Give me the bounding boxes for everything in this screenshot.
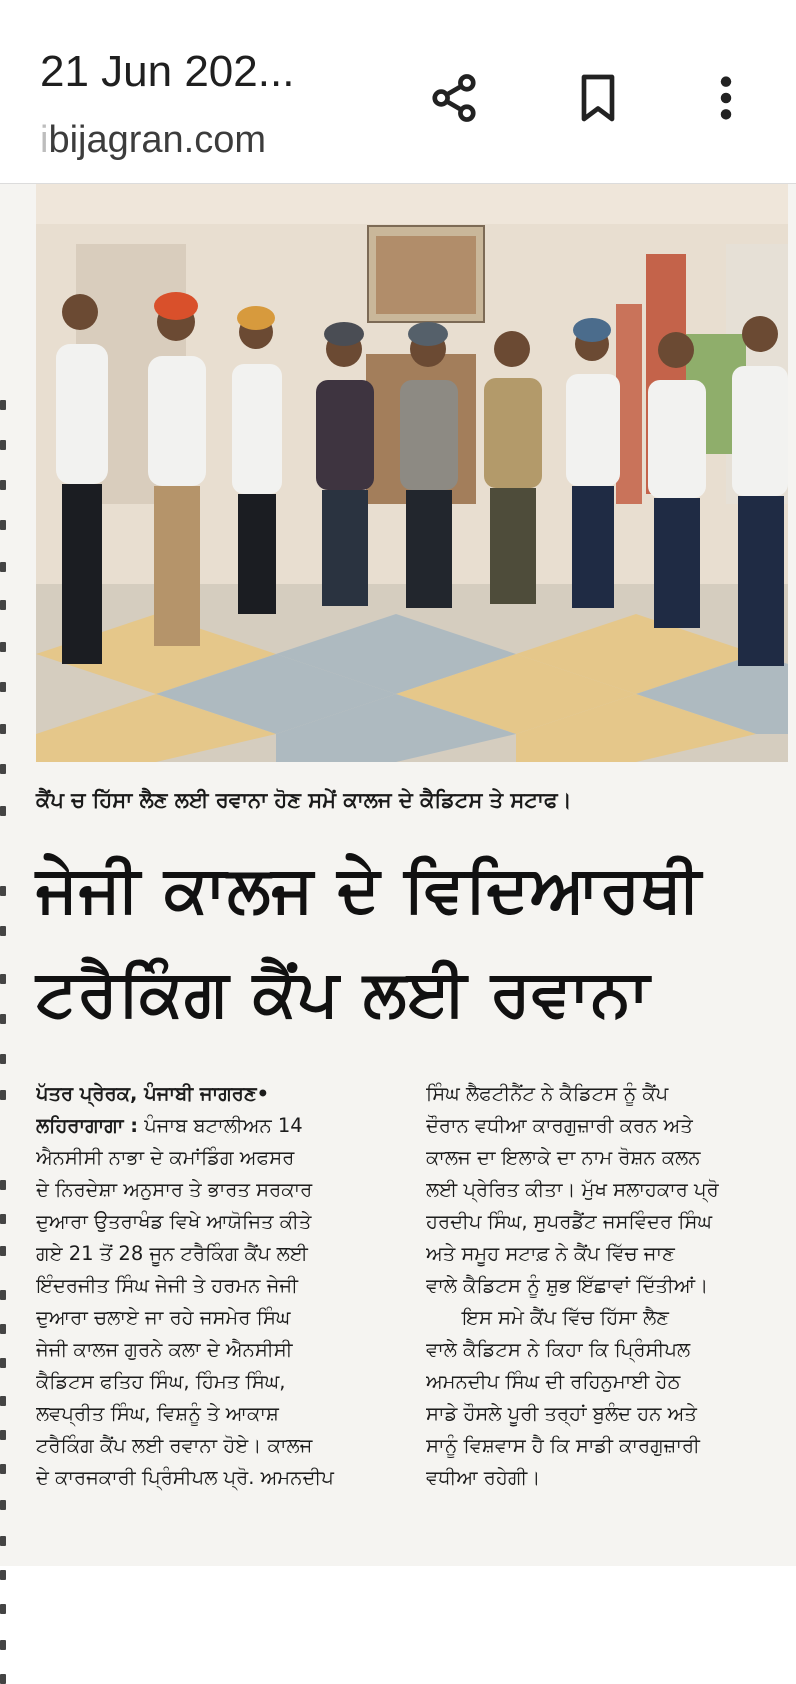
group-photo-illustration: [36, 184, 788, 762]
body-line: ਲਈ ਪ੍ਰੇਰਿਤ ਕੀਤਾ। ਮੁੱਖ ਸਲਾਹਕਾਰ ਪ੍ਰੋ: [426, 1178, 719, 1201]
body-line: ਦੁਆਰਾ ਉਤਰਾਖੰਡ ਵਿਖੇ ਆਯੋਜਿਤ ਕੀਤੇ: [36, 1210, 312, 1233]
byline: ਪੱਤਰ ਪ੍ਰੇਰਕ, ਪੰਜਾਬੀ ਜਾਗਰਣ•: [36, 1082, 270, 1105]
body-line: ਵਧੀਆ ਰਹੇਗੀ।: [426, 1466, 541, 1489]
body-line: ਇੰਦਰਜੀਤ ਸਿੰਘ ਜੇਜੀ ਤੇ ਹਰਮਨ ਜੇਜੀ: [36, 1274, 299, 1297]
bookmark-button[interactable]: [566, 66, 630, 130]
body-line: ਅਤੇ ਸਮੂਹ ਸਟਾਫ਼ ਨੇ ਕੈਂਪ ਵਿੱਚ ਜਾਣ: [426, 1242, 675, 1265]
body-line: ਹਰਦੀਪ ਸਿੰਘ, ਸੁਪਰਡੈਂਟ ਜਸਵਿੰਦਰ ਸਿੰਘ: [426, 1210, 712, 1233]
adjacent-column-fragment: [0, 190, 10, 1560]
body-line: ਦੁਆਰਾ ਚਲਾਏ ਜਾ ਰਹੇ ਜਸਮੇਰ ਸਿੰਘ: [36, 1306, 291, 1329]
more-vert-icon: [698, 70, 754, 126]
body-line: ਲਵਪ੍ਰੀਤ ਸਿੰਘ, ਵਿਸ਼ਨੂੰ ਤੇ ਆਕਾਸ਼: [36, 1402, 279, 1425]
dateline: ਲਹਿਰਾਗਾਗਾ :: [36, 1114, 138, 1137]
article-column-left: [36, 1078, 398, 1494]
body-line: ਵਾਲੇ ਕੈਡਿਟਸ ਨੂੰ ਸ਼ੁਭ ਇੱਛਾਵਾਂ ਦਿੱਤੀਆਂ।: [426, 1274, 709, 1297]
body-line: ਐਨਸੀਸੀ ਨਾਭਾ ਦੇ ਕਮਾਂਡਿੰਗ ਅਫਸਰ: [36, 1146, 295, 1169]
body-line: ਪੰਜਾਬ ਬਟਾਲੀਅਨ 14: [138, 1114, 303, 1137]
body-line: ਵਾਲੇ ਕੈਡਿਟਸ ਨੇ ਕਿਹਾ ਕਿ ਪ੍ਰਿੰਸੀਪਲ: [426, 1338, 691, 1361]
photo-caption: ਕੈਂਪ ਚ ਹਿੱਸਾ ਲੈਣ ਲਈ ਰਵਾਨਾ ਹੋਣ ਸਮੇਂ ਕਾਲਜ ਦੇ ਕੈਡਿਟਸ ਤੇ ਸਟਾਫ।: [36, 788, 572, 812]
body-line: ਦੇ ਕਾਰਜਕਾਰੀ ਪ੍ਰਿੰਸੀਪਲ ਪ੍ਰੋ. ਅਮਨਦੀਪ: [36, 1466, 334, 1489]
headline-line-1: ਜੇਜੀ ਕਾਲਜ ਦੇ ਵਿਦਿਆਰਥੀ: [36, 853, 702, 927]
more-options-button[interactable]: [694, 66, 758, 130]
source-domain-text: bijagran.com: [48, 119, 267, 161]
share-button[interactable]: [422, 66, 486, 130]
dateline-line: [36, 1110, 398, 1142]
bookmark-icon: [570, 70, 626, 126]
top-app-bar: [0, 0, 796, 184]
body-line: ਦੇ ਨਿਰਦੇਸ਼ਾ ਅਨੁਸਾਰ ਤੇ ਭਾਰਤ ਸਰਕਾਰ: [36, 1178, 313, 1201]
article-photo: [36, 184, 788, 762]
article-column-right: [426, 1078, 788, 1494]
person-figure: [56, 294, 108, 664]
headline: [36, 838, 788, 1046]
body-line: ਦੌਰਾਨ ਵਧੀਆ ਕਾਰਗੁਜ਼ਾਰੀ ਕਰਨ ਅਤੇ: [426, 1114, 693, 1137]
body-line: ਇਸ ਸਮੇ ਕੈਂਪ ਵਿੱਚ ਹਿੱਸਾ ਲੈਣ: [462, 1306, 669, 1329]
source-domain-faded: i: [40, 119, 49, 161]
body-line: ਸਾਡੇ ਹੌਸਲੇ ਪੂਰੀ ਤਰ੍ਹਾਂ ਬੁਲੰਦ ਹਨ ਅਤੇ: [426, 1402, 697, 1425]
body-line: ਜੇਜੀ ਕਾਲਜ ਗੁਰਨੇ ਕਲਾ ਦੇ ਐਨਸੀਸੀ: [36, 1338, 293, 1361]
body-line: ਕੈਡਿਟਸ ਫਤਿਹ ਸਿੰਘ, ਹਿੰਮਤ ਸਿੰਘ,: [36, 1370, 286, 1393]
body-line: ਟਰੈਕਿੰਗ ਕੈਂਪ ਲਈ ਰਵਾਨਾ ਹੋਏ। ਕਾਲਜ: [36, 1434, 313, 1457]
body-line: ਗਏ 21 ਤੋਂ 28 ਜੂਨ ਟਰੈਕਿੰਗ ਕੈਂਪ ਲਈ: [36, 1242, 308, 1265]
body-line: ਸਿੰਘ ਲੈਫਟੀਨੈਂਟ ਨੇ ਕੈਡਿਟਸ ਨੂੰ ਕੈਂਪ: [426, 1082, 669, 1105]
share-icon: [426, 70, 482, 126]
headline-line-2: ਟਰੈਕਿੰਗ ਕੈਂਪ ਲਈ ਰਵਾਨਾ: [36, 957, 651, 1031]
source-domain[interactable]: [40, 118, 266, 162]
body-line: ਸਾਨੂੰ ਵਿਸ਼ਵਾਸ ਹੈ ਕਿ ਸਾਡੀ ਕਾਰਗੁਜ਼ਾਰੀ: [426, 1434, 700, 1457]
article-date: 21 Jun 202...: [40, 47, 295, 96]
body-line: ਕਾਲਜ ਦਾ ਇਲਾਕੇ ਦਾ ਨਾਮ ਰੋਸ਼ਨ ਕਲਨ: [426, 1146, 701, 1169]
body-line: ਅਮਨਦੀਪ ਸਿੰਘ ਦੀ ਰਹਿਨੁਮਾਈ ਹੇਠ: [426, 1370, 681, 1393]
